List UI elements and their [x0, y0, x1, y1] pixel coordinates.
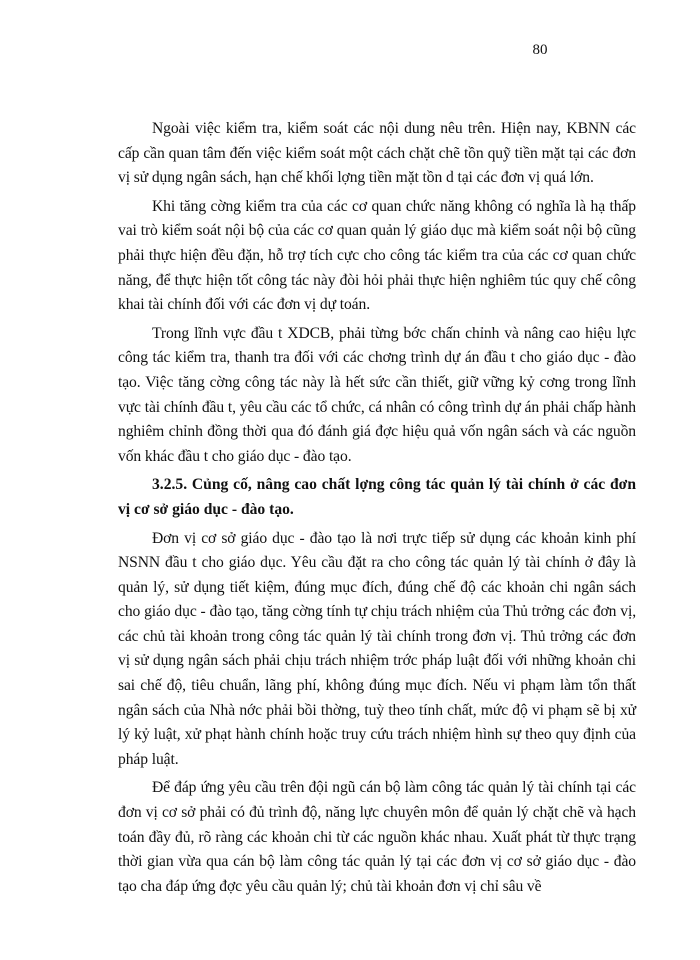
paragraph-capital-investment: Trong lĩnh vực đầu t XDCB, phải từng bớc chấn chỉnh và nâng cao hiệu lực công tác kiểm tra, thanh tra đối với các chơng trình dự án đầu t cho giáo dục - đào tạo. Việc tăng cờng công tác này là hết sức cần thiết, giữ vững kỷ cơng trong lĩnh vực tài chính đầu t, yêu cầu các tổ chức, cá nhân có công trình dự án phải chấp hành nghiêm chỉnh đồng thời qua đó đánh giá đợc hiệu quả vốn ngân sách và các nguồn vốn khác đầu t cho giáo dục - đào tạo.: [118, 324, 636, 465]
page-body: [118, 117, 636, 903]
paragraph-internal-control: Khi tăng cờng kiểm tra của các cơ quan chức năng không có nghĩa là hạ thấp vai trò kiểm soát nội bộ của các cơ quan quản lý giáo dục mà kiểm soát nội bộ cũng phải thực hiện đều đặn, hỗ trợ tích cực cho công tác kiểm tra của các cơ quan chức năng, để thực hiện tốt công tác này đòi hỏi phải thực hiện nghiêm túc quy chế công khai tài chính đối với các đơn vị dự toán.: [118, 197, 636, 314]
paragraph-education-units: Đơn vị cơ sở giáo dục - đào tạo là nơi trực tiếp sử dụng các khoản kinh phí NSNN đầu t cho giáo dục. Yêu cầu đặt ra cho công tác quản lý tài chính ở đây là quản lý, sử dụng tiết kiệm, đúng mục đích, đúng chế độ các khoản chi ngân sách cho giáo dục - đào tạo, tăng cờng tính tự chịu trách nhiệm của Thủ trởng các đơn vị, các chủ tài khoản trong công tác quản lý tài chính trong đơn vị. Thủ trởng các đơn vị sử dụng ngân sách phải chịu trách nhiệm trớc pháp luật đối với những khoản chi sai chế độ, tiêu chuẩn, lãng phí, không đúng mục đích. Nếu vi phạm làm tổn thất ngân sách của Nhà nớc phải bồi thờng, tuỳ theo tính chất, mức độ vi phạm sẽ bị xử lý kỷ luật, xử phạt hành chính hoặc truy cứu trách nhiệm hình sự theo quy định của pháp luật.: [118, 529, 636, 768]
section-heading: 3.2.5. Củng cố, nâng cao chất lợng công tác quản lý tài chính ở các đơn vị cơ sở giáo dục - đào tạo.: [118, 476, 636, 518]
paragraph-staff-requirements: Để đáp ứng yêu cầu trên đội ngũ cán bộ làm công tác quản lý tài chính tại các đơn vị cơ sở phải có đủ trình độ, năng lực chuyên môn để quản lý chặt chẽ và hạch toán đầy đủ, rõ ràng các khoản chi từ các nguồn khác nhau. Xuất phát từ thực trạng thời gian vừa qua cán bộ làm công tác quản lý tại các đơn vị cơ sở giáo dục - đào tạo cha đáp ứng đợc yêu cầu quản lý; chủ tài khoản đơn vị chỉ sâu về: [118, 779, 636, 895]
paragraph-cash-control: Ngoài việc kiểm tra, kiểm soát các nội dung nêu trên. Hiện nay, KBNN các cấp cần quan tâm đến việc kiểm soát một cách chặt chẽ tồn quỹ tiền mặt tại các đơn vị sử dụng ngân sách, hạn chế khối lợng tiền mặt tồn d tại các đơn vị quá lớn.: [118, 120, 636, 187]
page-number: 80: [532, 42, 548, 58]
